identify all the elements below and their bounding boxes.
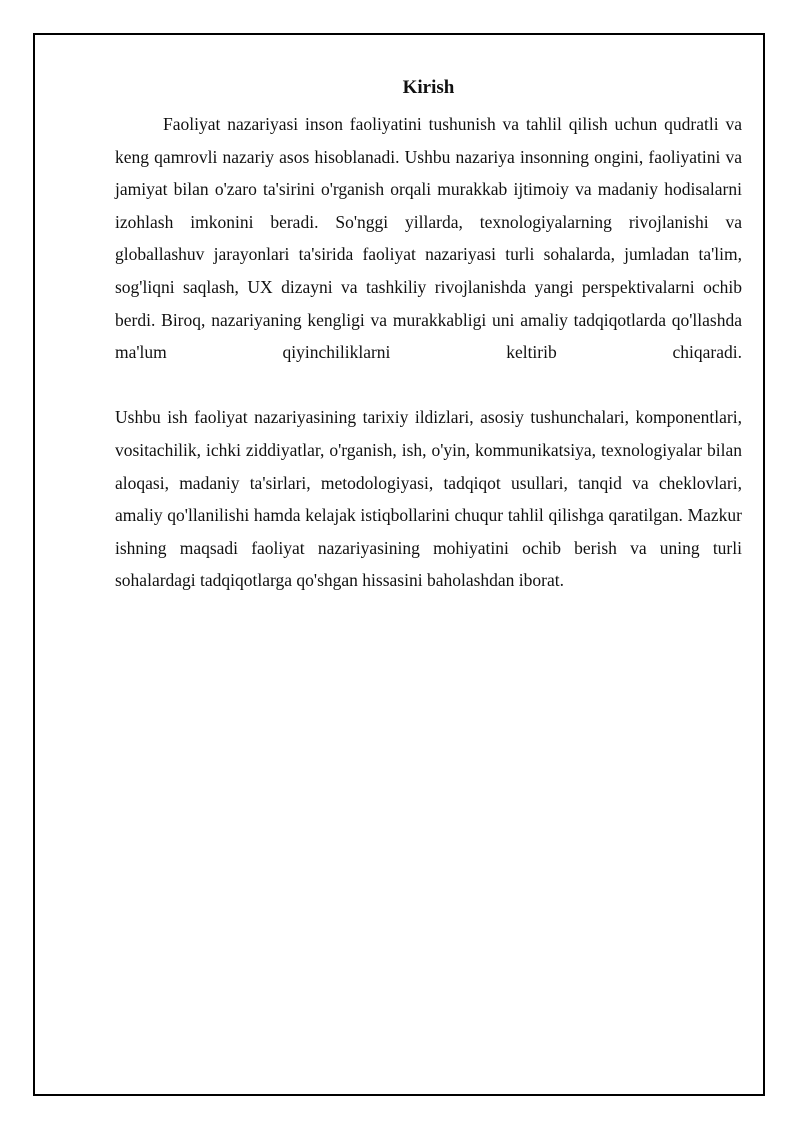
section-heading: Kirish xyxy=(402,77,455,98)
paragraph-aim: Ushbu ish faoliyat nazariyasining tarixiy ildizlari, asosiy tushunchalari, komponentlari, vositachilik, ichki ziddiyatlar, o'rganish, ish, o'yin, kommunikatsiya, texnologiyalar bilan aloqasi, madaniy ta'sirlari, metodologiyasi, tadqiqot usullari, tanqid va cheklovlari, amaliy qo'llanilishi hamda kelajak istiqbollarini chuqur tahlil qilishga qaratilgan. Mazkur ishning maqsadi faoliyat nazariyasining mohiyatini ochib berish va uning turli sohalardagi tadqiqotlarga qo'shgan hissasini baholashdan iborat. xyxy=(115,407,742,591)
document-body xyxy=(115,74,742,597)
paragraph-spacer xyxy=(115,369,742,402)
paragraph-intro: Faoliyat nazariyasi inson faoliyatini tushunish va tahlil qilish uchun qudratli va keng qamrovli nazariy asos hisoblanadi. Ushbu nazariya insonning ongini, faoliyatini va jamiyat bilan o'zaro ta'sirini o'rganish orqali murakkab ijtimoiy va madaniy hodisalarni izohlash imkonini beradi. So'nggi yillarda, texnologiyalarning rivojlanishi va globallashuv jarayonlari ta'sirida faoliyat nazariyasi turli sohalarda, jumladan ta'lim, sog'liqni saqlash, UX dizayni va tashkiliy rivojlanishda yangi perspektivalarni ochib berdi. Biroq, nazariyaning kengligi va murakkabligi uni amaliy tadqiqotlarda qo'llashda ma'lum qiyinchiliklarni keltirib chiqaradi. xyxy=(115,114,742,363)
